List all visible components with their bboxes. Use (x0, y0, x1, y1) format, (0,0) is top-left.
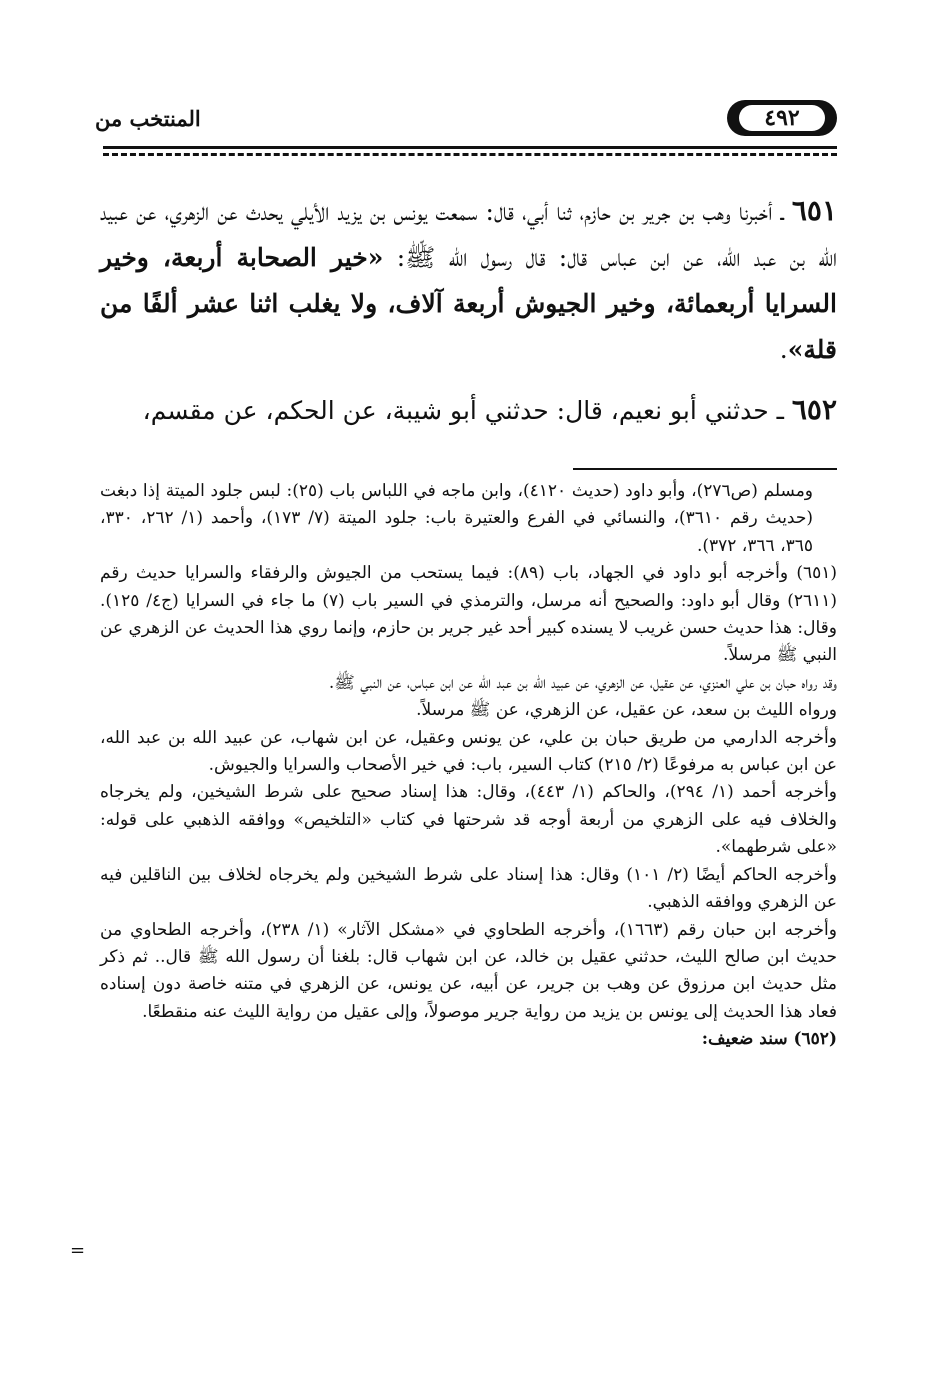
footnote-paragraph: وقد رواه حبان بن علي العنزي، عن عقيل، عن الزهري، عن عبيد الله بن عبد الله عن ابن عباس، عن النبي ﷺ. (328, 672, 837, 693)
footnote-652: (٦٥٢) سند ضعيف: (701, 1029, 837, 1050)
footnote-paragraph: وأخرجه أحمد (١/ ٢٩٤)، والحاكم (١/ ٤٤٣)، وقال: هذا إسناد صحيح على شرط الشيخين، ولم يخرجاه والخلاف فيه على الزهري من أربعة أوجه قد شرحتها في كتاب «التلخيص» ووافقه الذهبي على قوله: «على شرطهما». (100, 782, 838, 858)
footnote-divider (573, 468, 837, 470)
hadith-chain: ـ أخبرنا وهب بن جرير بن حازم، ثنا أبي، قال: سمعت يونس بن يزيد الأيلي يحدث عن الزهري، عن عبيد الله بن عبد الله، عن ابن عباس قال: قال رسول الله ﷺ: (100, 197, 837, 272)
page-number: ٤٩٢ (739, 105, 825, 131)
hadith-651 (100, 188, 837, 373)
hadith-number: ٦٥٢ (791, 393, 837, 426)
hadith-652 (100, 387, 837, 434)
main-text (100, 188, 837, 434)
footnote-paragraph: وأخرجه الدارمي من طريق حبان بن علي، عن يونس وعقيل، عن ابن شهاب، عن عبيد الله بن عبد الله، عن ابن عباس به مرفوعًا (٢/ ٢١٥) كتاب السير، باب: في خير الأصحاب والسرايا والجيوش. (100, 727, 837, 776)
footnote-continuation: ومسلم (ص٢٧٦)، وأبو داود (حديث ٤١٢٠)، وابن ماجه في اللباس باب (٢٥): لبس جلود الميتة إذا دبغت (حديث رقم ٣٦١٠)، والنسائي في الفرع والعتيرة باب: جلود الميتة (٧/ ١٧٣)، وأحمد (١/ ٢٦٢، ٣٣٠، ٣٦٥، ٣٦٦، ٣٧٢). (100, 481, 814, 556)
footnote-651: (٦٥١) وأخرجه أبو داود في الجهاد، باب (٨٩): فيما يستحب من الجيوش والرفقاء والسرايا حديث رقم (٢٦١١) وقال أبو داود: والصحيح أنه مرسل، والترمذي في السير باب (٧) ما جاء في السرايا (ج٤/ ١٢٥). وقال: هذا حديث حسن غريب لا يسنده كبير أحد غير جرير بن حازم، وإنما روي هذا الحديث عن الزهري عن النبي ﷺ مرسلاً. (100, 563, 838, 666)
footnote-paragraph: وأخرجه الحاكم أيضًا (٢/ ١٠١) وقال: هذا إسناد على شرط الشيخين ولم يخرجاه لخلاف بين الناقلين فيه عن الزهري ووافقه الذهبي. (100, 864, 837, 913)
footnote-paragraph: وأخرجه ابن حبان رقم (١٦٦٣)، وأخرجه الطحاوي في «مشكل الآثار» (١/ ٢٣٨)، وأخرجه الطحاوي من حديث ابن صالح الليث، حدثني عقيل بن خالد، عن ابن شهاب قال: بلغنا أن رسول الله ﷺ قال.. ثم ذكر مثل حديث ابن مرزوق عن وهب بن جرير، عن أبيه، عن يونس، عن الزهري في متنه خاصة دون إسناده فعاد هذا الحديث إلى يونس بن يزيد من رواية جرير موصولاً، وإلى عقيل من رواية الليث عنه منقطعًا. (100, 919, 837, 1022)
book-title: المنتخب من (95, 106, 201, 131)
footnotes (100, 478, 837, 1054)
hadith-number: ٦٥١ (791, 194, 837, 227)
hadith-end: . (779, 335, 788, 364)
footnote-paragraph: ورواه الليث بن سعد، عن عقيل، عن الزهري، عن ﷺ مرسلاً. (416, 700, 837, 721)
hadith-chain: ـ حدثني أبو نعيم، قال: حدثني أبو شيبة، عن الحكم، عن مقسم، (142, 396, 792, 425)
page-number-badge (727, 100, 837, 136)
page-header (95, 96, 837, 140)
header-dashed-rule (103, 153, 837, 156)
continuation-mark: = (70, 1240, 86, 1261)
hadith-matn: «خير الصحابة أربعة، وخير السرايا أربعمائة، وخير الجيوش أربعة آلاف، ولا يغلب اثنا عشر ألفًا من قلة» (100, 243, 837, 364)
header-rule (103, 146, 837, 149)
